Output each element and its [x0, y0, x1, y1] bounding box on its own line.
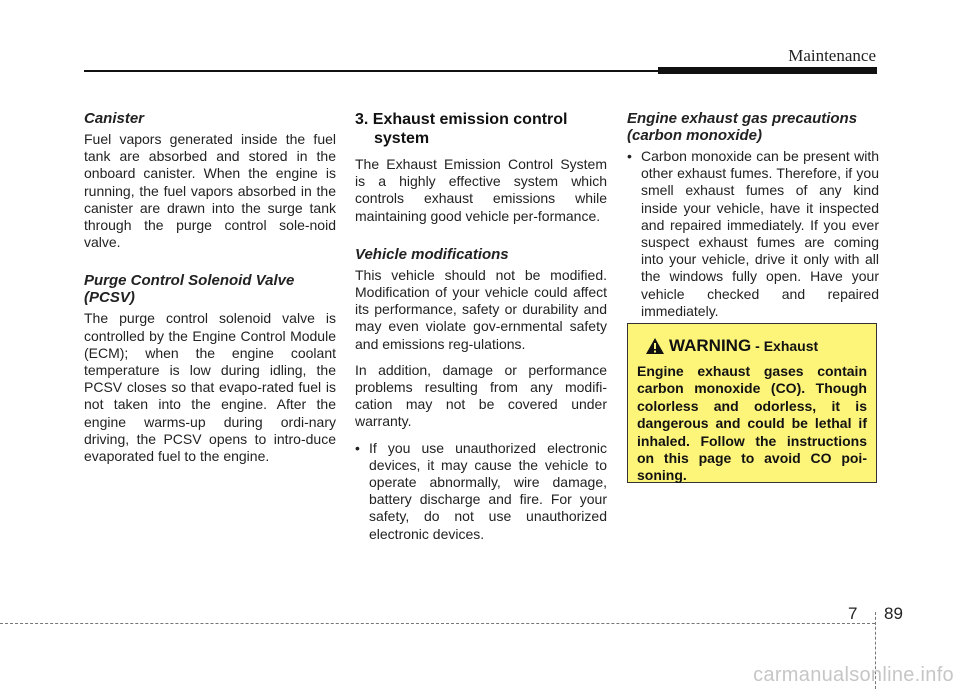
- column-left: [84, 110, 336, 474]
- mods-text-2: In addition, damage or performance problems resulting from any modifi-cation may not be covered under warranty.: [355, 361, 607, 430]
- exhaust-heading-line2: (carbon monoxide): [627, 127, 763, 144]
- warning-word: WARNING: [669, 336, 752, 355]
- pcsv-heading-line2: (PCSV): [84, 289, 135, 307]
- mods-bullet: • If you use unauthorized electronic devices, it may cause the vehicle to operate abnormally, wire damage, battery discharge and fire. For your safety, do not use unauthorized electronic devices.: [355, 440, 607, 543]
- warning-text: Engine exhaust gases contain carbon monoxide (CO). Though colorless and odorless, it is dangerous and could be lethal if inhaled. Follow the instructions on this page to avoid CO poi-soning.: [637, 363, 867, 484]
- exhaust-precautions-heading: [627, 110, 879, 144]
- header-rule-accent: [658, 67, 877, 74]
- mods-bullet-list: [355, 440, 607, 543]
- exhaust-bullet: • Carbon monoxide can be present with other exhaust fumes. Therefore, if you smell exhaust fumes of any kind inside your vehicle, have it inspected and repaired immediately. If you ever suspect exhaust fumes are coming into your vehicle, drive it only with all the windows fully open. Have your vehicle checked and repaired immediately.: [627, 148, 879, 320]
- section-heading: [355, 110, 607, 148]
- chapter-number: 7: [848, 604, 858, 623]
- warning-box: [627, 323, 877, 483]
- header-rule: [84, 70, 734, 72]
- pcsv-heading: [84, 272, 336, 306]
- canister-text: Fuel vapors generated inside the fuel tank are absorbed and stored in the onboard canister. When the engine is running, the fuel vapors absorbed in the canister are drawn into the surge tank through the purge control sole-noid valve.: [84, 131, 336, 251]
- exhaust-bullet-list: [627, 148, 879, 320]
- page-number: 89: [884, 604, 903, 623]
- mods-heading: Vehicle modifications: [355, 245, 509, 263]
- warning-subject: - Exhaust: [755, 338, 819, 354]
- mods-text-1: This vehicle should not be modified. Modification of your vehicle could affect its performance, safety or durability and may even violate gov-ernmental safety and emissions reg-ulations.: [355, 266, 607, 352]
- warning-header: [637, 336, 867, 356]
- pcsv-text: The purge control solenoid valve is controlled by the Engine Control Module (ECM); when the engine coolant temperature is low during idling, the PCSV closes so that evapo-rated fuel is not taken into the engine. After the engine warms-up during ordi-nary driving, the PCSV opens to intro-duce evaporated fuel to the engine.: [84, 310, 336, 465]
- exhaust-heading-line1: Engine exhaust gas precautions: [627, 110, 858, 127]
- section-heading-line1: 3. Exhaust emission control: [355, 111, 568, 128]
- warning-triangle-icon: [645, 337, 665, 355]
- canister-heading: Canister: [84, 110, 145, 127]
- pcsv-heading-line1: Purge Control Solenoid Valve: [84, 272, 295, 290]
- intro-text: The Exhaust Emission Control System is a highly effective system which controls exhaust emissions while maintaining good vehicle per-formance.: [355, 156, 607, 224]
- watermark: carmanualsonline.info: [753, 664, 954, 686]
- footer-rule: [0, 623, 875, 624]
- column-middle: [355, 110, 607, 543]
- column-right: [627, 110, 879, 320]
- section-heading-line2: system: [374, 130, 430, 147]
- section-title: Maintenance: [788, 46, 876, 65]
